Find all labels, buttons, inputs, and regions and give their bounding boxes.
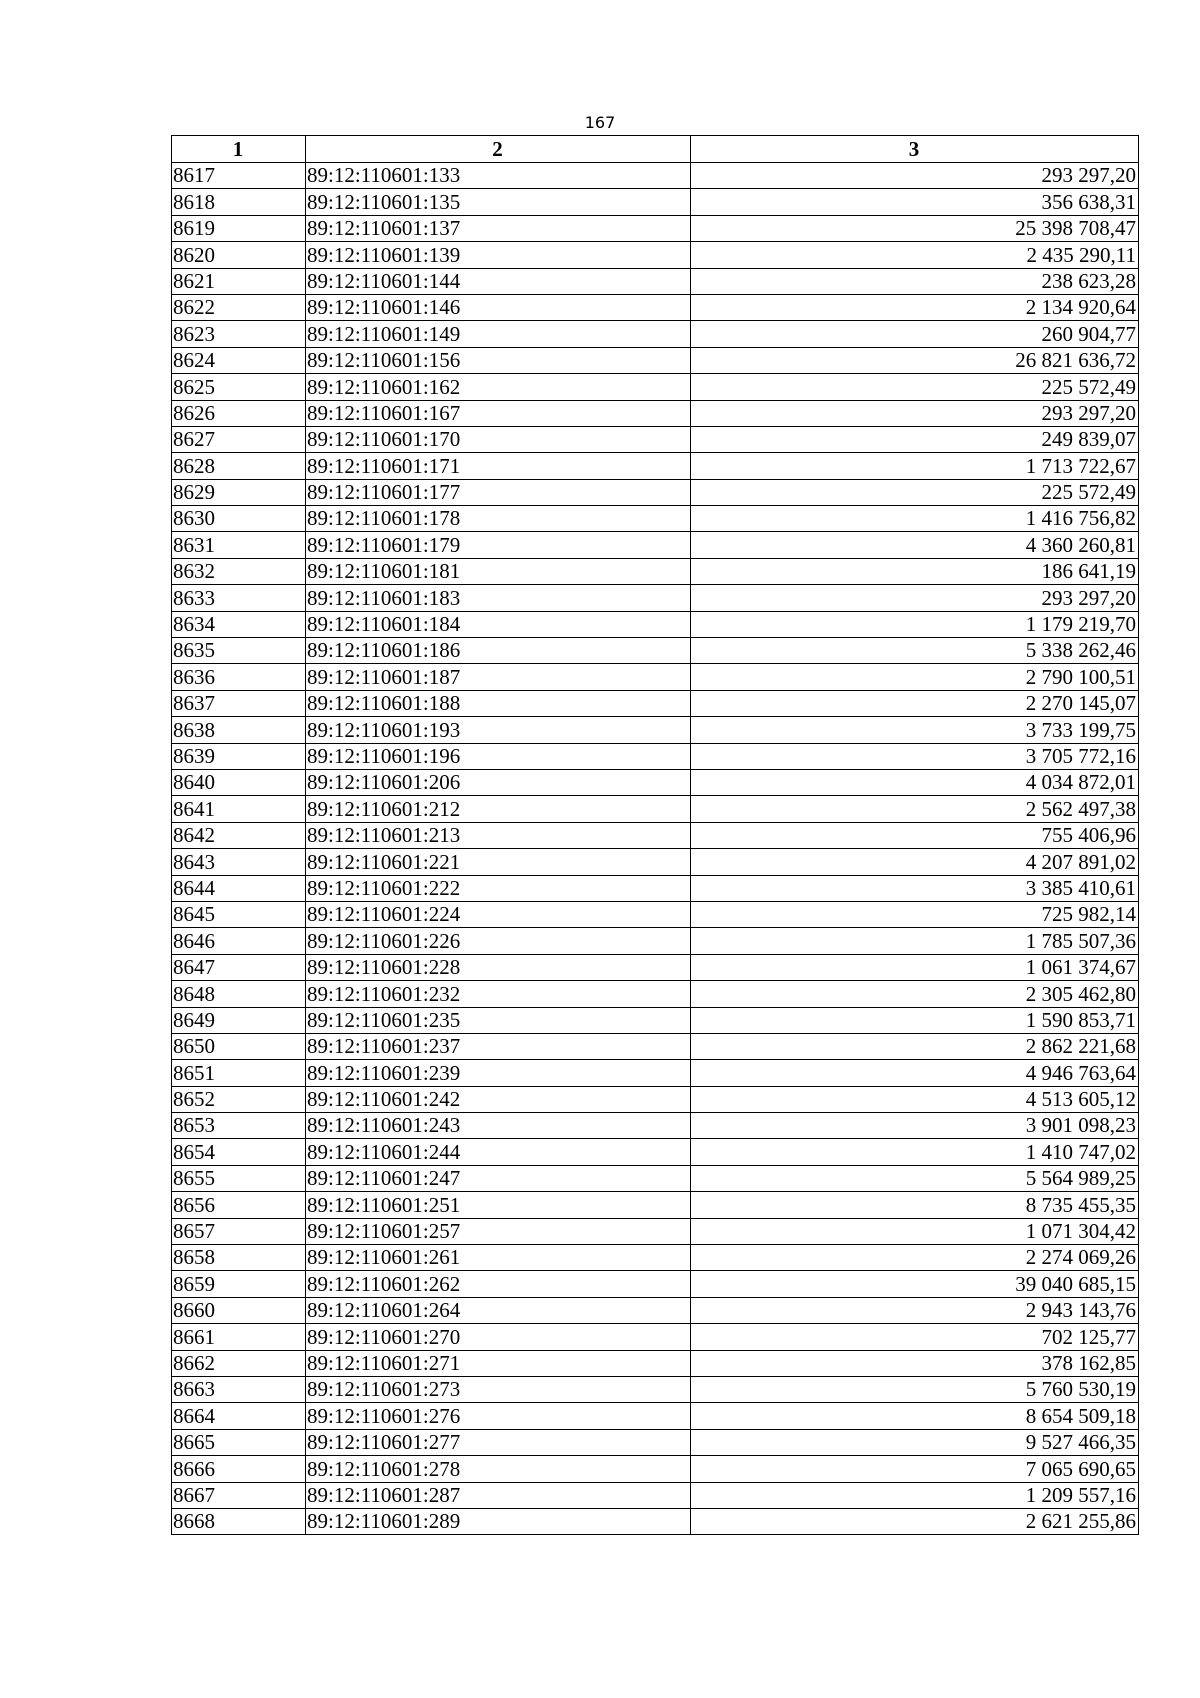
- header-row: [172, 136, 1139, 163]
- row-number-cell: 8648: [172, 981, 306, 1007]
- cadastral-number-cell: 89:12:110601:183: [306, 585, 691, 611]
- value-cell: 25 398 708,47: [691, 215, 1139, 241]
- table-row: [172, 1192, 1139, 1218]
- value-cell: 1 209 557,16: [691, 1482, 1139, 1508]
- cadastral-number-cell: 89:12:110601:170: [306, 426, 691, 452]
- row-number-cell: 8664: [172, 1403, 306, 1429]
- table-row: [172, 1376, 1139, 1402]
- value-cell: 1 416 756,82: [691, 506, 1139, 532]
- cadastral-number-cell: 89:12:110601:224: [306, 901, 691, 927]
- row-number-cell: 8621: [172, 268, 306, 294]
- row-number-cell: 8662: [172, 1350, 306, 1376]
- row-number-cell: 8631: [172, 532, 306, 558]
- value-cell: 2 862 221,68: [691, 1033, 1139, 1059]
- cadastral-number-cell: 89:12:110601:239: [306, 1060, 691, 1086]
- value-cell: 1 071 304,42: [691, 1218, 1139, 1244]
- value-cell: 2 562 497,38: [691, 796, 1139, 822]
- value-cell: 1 785 507,36: [691, 928, 1139, 954]
- value-cell: 725 982,14: [691, 901, 1139, 927]
- value-cell: 2 621 255,86: [691, 1508, 1139, 1534]
- table-row: [172, 558, 1139, 584]
- value-cell: 8 654 509,18: [691, 1403, 1139, 1429]
- row-number-cell: 8623: [172, 321, 306, 347]
- table-row: [172, 1245, 1139, 1271]
- value-cell: 755 406,96: [691, 822, 1139, 848]
- value-cell: 2 305 462,80: [691, 981, 1139, 1007]
- value-cell: 4 034 872,01: [691, 769, 1139, 795]
- value-cell: 5 564 989,25: [691, 1165, 1139, 1191]
- table-row: [172, 611, 1139, 637]
- value-cell: 8 735 455,35: [691, 1192, 1139, 1218]
- value-cell: 186 641,19: [691, 558, 1139, 584]
- row-number-cell: 8658: [172, 1245, 306, 1271]
- value-cell: 293 297,20: [691, 400, 1139, 426]
- value-cell: 225 572,49: [691, 479, 1139, 505]
- row-number-cell: 8617: [172, 163, 306, 189]
- row-number-cell: 8665: [172, 1429, 306, 1455]
- row-number-cell: 8667: [172, 1482, 306, 1508]
- cadastral-number-cell: 89:12:110601:257: [306, 1218, 691, 1244]
- value-cell: 238 623,28: [691, 268, 1139, 294]
- row-number-cell: 8620: [172, 242, 306, 268]
- cadastral-number-cell: 89:12:110601:242: [306, 1086, 691, 1112]
- row-number-cell: 8640: [172, 769, 306, 795]
- table-row: [172, 374, 1139, 400]
- row-number-cell: 8645: [172, 901, 306, 927]
- cadastral-number-cell: 89:12:110601:177: [306, 479, 691, 505]
- cadastral-number-cell: 89:12:110601:188: [306, 690, 691, 716]
- value-cell: 1 590 853,71: [691, 1007, 1139, 1033]
- cadastral-number-cell: 89:12:110601:139: [306, 242, 691, 268]
- value-cell: 4 360 260,81: [691, 532, 1139, 558]
- table-row: [172, 242, 1139, 268]
- table-row: [172, 717, 1139, 743]
- value-cell: 4 513 605,12: [691, 1086, 1139, 1112]
- table-row: [172, 1007, 1139, 1033]
- cadastral-number-cell: 89:12:110601:251: [306, 1192, 691, 1218]
- page-number: 167: [584, 113, 616, 132]
- table-row: [172, 928, 1139, 954]
- row-number-cell: 8666: [172, 1456, 306, 1482]
- table-row: [172, 1403, 1139, 1429]
- row-number-cell: 8650: [172, 1033, 306, 1059]
- row-number-cell: 8629: [172, 479, 306, 505]
- table-row: [172, 1482, 1139, 1508]
- row-number-cell: 8618: [172, 189, 306, 215]
- value-cell: 378 162,85: [691, 1350, 1139, 1376]
- cadastral-number-cell: 89:12:110601:167: [306, 400, 691, 426]
- row-number-cell: 8628: [172, 453, 306, 479]
- cadastral-number-cell: 89:12:110601:243: [306, 1113, 691, 1139]
- table-row: [172, 1350, 1139, 1376]
- value-cell: 3 705 772,16: [691, 743, 1139, 769]
- row-number-cell: 8644: [172, 875, 306, 901]
- value-cell: 293 297,20: [691, 585, 1139, 611]
- row-number-cell: 8622: [172, 294, 306, 320]
- table-row: [172, 981, 1139, 1007]
- value-cell: 2 790 100,51: [691, 664, 1139, 690]
- cadastral-number-cell: 89:12:110601:273: [306, 1376, 691, 1402]
- table-row: [172, 347, 1139, 373]
- row-number-cell: 8659: [172, 1271, 306, 1297]
- column-header-2: 2: [306, 136, 691, 163]
- cadastral-number-cell: 89:12:110601:262: [306, 1271, 691, 1297]
- cadastral-number-cell: 89:12:110601:156: [306, 347, 691, 373]
- cadastral-number-cell: 89:12:110601:287: [306, 1482, 691, 1508]
- value-cell: 4 946 763,64: [691, 1060, 1139, 1086]
- row-number-cell: 8642: [172, 822, 306, 848]
- cadastral-number-cell: 89:12:110601:271: [306, 1350, 691, 1376]
- value-cell: 4 207 891,02: [691, 849, 1139, 875]
- cadastral-number-cell: 89:12:110601:171: [306, 453, 691, 479]
- value-cell: 3 901 098,23: [691, 1113, 1139, 1139]
- row-number-cell: 8654: [172, 1139, 306, 1165]
- value-cell: 1 179 219,70: [691, 611, 1139, 637]
- table-row: [172, 506, 1139, 532]
- cadastral-number-cell: 89:12:110601:289: [306, 1508, 691, 1534]
- value-cell: 5 760 530,19: [691, 1376, 1139, 1402]
- row-number-cell: 8643: [172, 849, 306, 875]
- row-number-cell: 8639: [172, 743, 306, 769]
- row-number-cell: 8624: [172, 347, 306, 373]
- row-number-cell: 8657: [172, 1218, 306, 1244]
- row-number-cell: 8637: [172, 690, 306, 716]
- table-row: [172, 321, 1139, 347]
- row-number-cell: 8647: [172, 954, 306, 980]
- table-row: [172, 400, 1139, 426]
- data-table: [171, 135, 1139, 1535]
- table-row: [172, 1218, 1139, 1244]
- value-cell: 2 270 145,07: [691, 690, 1139, 716]
- row-number-cell: 8656: [172, 1192, 306, 1218]
- value-cell: 225 572,49: [691, 374, 1139, 400]
- table-row: [172, 1508, 1139, 1534]
- column-header-3: 3: [691, 136, 1139, 163]
- cadastral-number-cell: 89:12:110601:264: [306, 1297, 691, 1323]
- cadastral-number-cell: 89:12:110601:222: [306, 875, 691, 901]
- cadastral-number-cell: 89:12:110601:181: [306, 558, 691, 584]
- row-number-cell: 8652: [172, 1086, 306, 1112]
- value-cell: 2 274 069,26: [691, 1245, 1139, 1271]
- row-number-cell: 8627: [172, 426, 306, 452]
- cadastral-number-cell: 89:12:110601:278: [306, 1456, 691, 1482]
- cadastral-number-cell: 89:12:110601:137: [306, 215, 691, 241]
- cadastral-number-cell: 89:12:110601:193: [306, 717, 691, 743]
- table-row: [172, 901, 1139, 927]
- value-cell: 1 061 374,67: [691, 954, 1139, 980]
- value-cell: 26 821 636,72: [691, 347, 1139, 373]
- row-number-cell: 8660: [172, 1297, 306, 1323]
- table-row: [172, 1429, 1139, 1455]
- table-row: [172, 1060, 1139, 1086]
- row-number-cell: 8635: [172, 638, 306, 664]
- table-row: [172, 1456, 1139, 1482]
- table-row: [172, 268, 1139, 294]
- table-row: [172, 163, 1139, 189]
- cadastral-number-cell: 89:12:110601:235: [306, 1007, 691, 1033]
- table-row: [172, 769, 1139, 795]
- cadastral-number-cell: 89:12:110601:186: [306, 638, 691, 664]
- table-row: [172, 849, 1139, 875]
- row-number-cell: 8649: [172, 1007, 306, 1033]
- cadastral-number-cell: 89:12:110601:187: [306, 664, 691, 690]
- row-number-cell: 8630: [172, 506, 306, 532]
- cadastral-number-cell: 89:12:110601:228: [306, 954, 691, 980]
- value-cell: 9 527 466,35: [691, 1429, 1139, 1455]
- table-row: [172, 743, 1139, 769]
- value-cell: 3 733 199,75: [691, 717, 1139, 743]
- table-row: [172, 1324, 1139, 1350]
- cadastral-number-cell: 89:12:110601:133: [306, 163, 691, 189]
- cadastral-number-cell: 89:12:110601:270: [306, 1324, 691, 1350]
- table-header: [172, 136, 1139, 163]
- value-cell: 356 638,31: [691, 189, 1139, 215]
- row-number-cell: 8641: [172, 796, 306, 822]
- row-number-cell: 8651: [172, 1060, 306, 1086]
- row-number-cell: 8638: [172, 717, 306, 743]
- value-cell: 7 065 690,65: [691, 1456, 1139, 1482]
- cadastral-number-cell: 89:12:110601:237: [306, 1033, 691, 1059]
- cadastral-number-cell: 89:12:110601:149: [306, 321, 691, 347]
- table-row: [172, 479, 1139, 505]
- cadastral-number-cell: 89:12:110601:162: [306, 374, 691, 400]
- value-cell: 260 904,77: [691, 321, 1139, 347]
- cadastral-number-cell: 89:12:110601:146: [306, 294, 691, 320]
- table-row: [172, 664, 1139, 690]
- cadastral-number-cell: 89:12:110601:212: [306, 796, 691, 822]
- row-number-cell: 8633: [172, 585, 306, 611]
- row-number-cell: 8626: [172, 400, 306, 426]
- value-cell: 1 713 722,67: [691, 453, 1139, 479]
- value-cell: 3 385 410,61: [691, 875, 1139, 901]
- value-cell: 5 338 262,46: [691, 638, 1139, 664]
- table-row: [172, 453, 1139, 479]
- table-row: [172, 875, 1139, 901]
- row-number-cell: 8655: [172, 1165, 306, 1191]
- value-cell: 2 134 920,64: [691, 294, 1139, 320]
- row-number-cell: 8625: [172, 374, 306, 400]
- column-header-1: 1: [172, 136, 306, 163]
- cadastral-number-cell: 89:12:110601:261: [306, 1245, 691, 1271]
- cadastral-number-cell: 89:12:110601:144: [306, 268, 691, 294]
- cadastral-number-cell: 89:12:110601:213: [306, 822, 691, 848]
- cadastral-number-cell: 89:12:110601:221: [306, 849, 691, 875]
- table-row: [172, 690, 1139, 716]
- cadastral-number-cell: 89:12:110601:226: [306, 928, 691, 954]
- cadastral-number-cell: 89:12:110601:276: [306, 1403, 691, 1429]
- value-cell: 293 297,20: [691, 163, 1139, 189]
- cadastral-number-cell: 89:12:110601:244: [306, 1139, 691, 1165]
- cadastral-number-cell: 89:12:110601:135: [306, 189, 691, 215]
- table-row: [172, 638, 1139, 664]
- value-cell: 39 040 685,15: [691, 1271, 1139, 1297]
- table-row: [172, 585, 1139, 611]
- row-number-cell: 8632: [172, 558, 306, 584]
- table-row: [172, 1086, 1139, 1112]
- cadastral-number-cell: 89:12:110601:206: [306, 769, 691, 795]
- table-row: [172, 1271, 1139, 1297]
- table-row: [172, 1113, 1139, 1139]
- row-number-cell: 8668: [172, 1508, 306, 1534]
- row-number-cell: 8646: [172, 928, 306, 954]
- cadastral-number-cell: 89:12:110601:196: [306, 743, 691, 769]
- cadastral-number-cell: 89:12:110601:184: [306, 611, 691, 637]
- cadastral-number-cell: 89:12:110601:232: [306, 981, 691, 1007]
- table-row: [172, 1297, 1139, 1323]
- row-number-cell: 8636: [172, 664, 306, 690]
- value-cell: 2 435 290,11: [691, 242, 1139, 268]
- cadastral-number-cell: 89:12:110601:277: [306, 1429, 691, 1455]
- cadastral-number-cell: 89:12:110601:179: [306, 532, 691, 558]
- value-cell: 2 943 143,76: [691, 1297, 1139, 1323]
- table-row: [172, 532, 1139, 558]
- row-number-cell: 8653: [172, 1113, 306, 1139]
- table-row: [172, 215, 1139, 241]
- table-row: [172, 1139, 1139, 1165]
- cadastral-number-cell: 89:12:110601:247: [306, 1165, 691, 1191]
- table-body: [172, 163, 1139, 1535]
- table-row: [172, 954, 1139, 980]
- value-cell: 249 839,07: [691, 426, 1139, 452]
- row-number-cell: 8634: [172, 611, 306, 637]
- value-cell: 1 410 747,02: [691, 1139, 1139, 1165]
- table-row: [172, 796, 1139, 822]
- table-row: [172, 822, 1139, 848]
- row-number-cell: 8661: [172, 1324, 306, 1350]
- row-number-cell: 8663: [172, 1376, 306, 1402]
- table-row: [172, 1033, 1139, 1059]
- table-row: [172, 189, 1139, 215]
- row-number-cell: 8619: [172, 215, 306, 241]
- value-cell: 702 125,77: [691, 1324, 1139, 1350]
- table-row: [172, 294, 1139, 320]
- cadastral-number-cell: 89:12:110601:178: [306, 506, 691, 532]
- table-row: [172, 426, 1139, 452]
- table-row: [172, 1165, 1139, 1191]
